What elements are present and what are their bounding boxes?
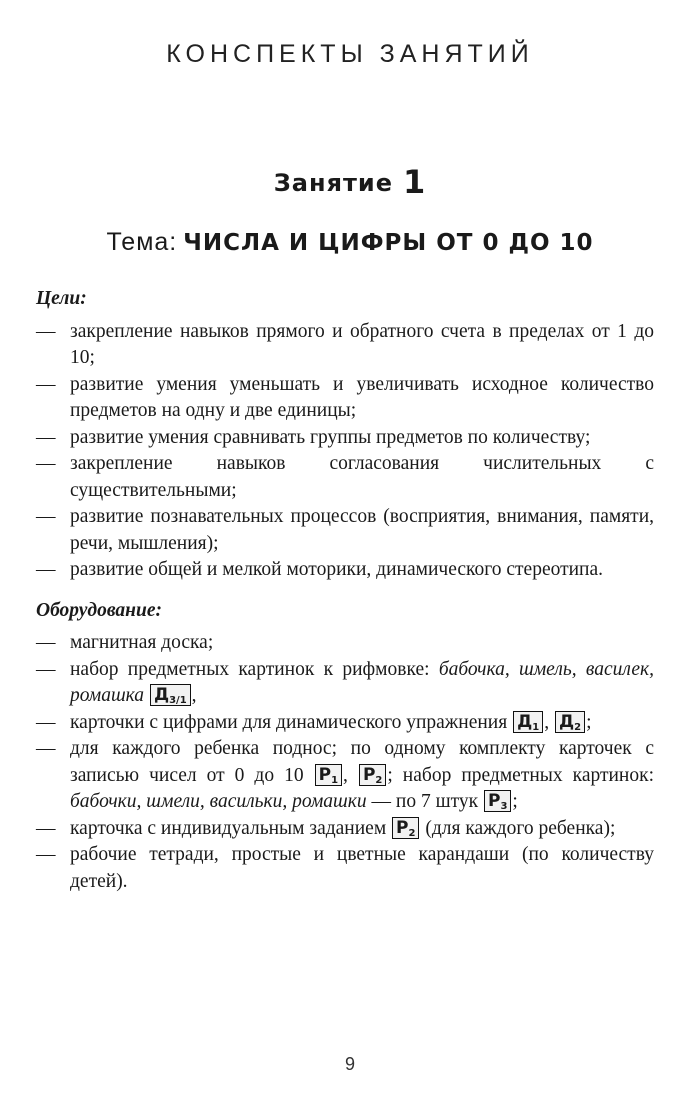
lesson-content <box>36 286 654 895</box>
goals-list <box>36 319 654 584</box>
list-item: — карточка с индивидуальным заданием $Р_2$ (для каждого ребенка); <box>36 817 616 839</box>
lesson-theme <box>0 228 700 257</box>
equipment-list <box>36 630 654 895</box>
card-tag-r-2: $Р_2$ <box>359 764 386 786</box>
list-item: — для каждого ребенка поднос; по одному комплекту карточек с записью чисел от 0 до 10 $Р_1$ , $Р_2$ ; набор предметных картинок: бабочки, шмели, васильки, ромашки — по 7 штук $Р_3$ ; <box>36 738 655 812</box>
list-item: — рабочие тетради, простые и цветные карандаши (по количеству детей). <box>36 844 654 892</box>
theme-text: ЧИСЛА И ЦИФРЫ ОТ 0 ДО 10 <box>183 230 594 256</box>
lesson-title <box>0 163 700 201</box>
page-number: 9 <box>344 1054 355 1074</box>
list-item: — развитие умения сравнивать группы предметов по количеству; <box>36 426 591 448</box>
card-tag-d-2: $Д_2$ <box>555 711 585 733</box>
list-item: — закрепление навыков согласования числительных с существительными; <box>36 453 654 501</box>
running-head: КОНСПЕКТЫ ЗАНЯТИЙ <box>166 40 534 68</box>
lesson-number: 1 <box>402 163 427 201</box>
equipment-heading: Оборудование: <box>36 599 162 621</box>
list-item: — карточки с цифрами для динамического упражнения $Д_1$ , $Д_2$ ; <box>36 711 592 733</box>
card-tag-r-2: $Р_2$ <box>392 817 419 839</box>
card-tag-r-3: $Р_3$ <box>484 790 511 812</box>
list-item: — набор предметных картинок к рифмовке: бабочка, шмель, василек, ромашка $Д_{3/1}$ , <box>36 658 654 706</box>
theme-label: Тема: <box>106 228 178 256</box>
card-tag-d-3-1: $Д_{3/1}$ <box>150 684 191 706</box>
goals-heading: Цели: <box>36 288 87 309</box>
card-tag-d-1: $Д_1$ <box>513 711 543 733</box>
card-tag-r-1: $Р_1$ <box>315 764 342 786</box>
list-item: — развитие умения уменьшать и увеличивать исходное количество предметов на одну и две единицы; <box>36 373 654 421</box>
list-item: — закрепление навыков прямого и обратного счета в пределах от 1 до 10; <box>36 320 654 368</box>
lesson-label: Занятие <box>273 169 393 197</box>
list-item: — магнитная доска; <box>36 632 214 653</box>
list-item: — развитие познавательных процессов (восприятия, внимания, памяти, речи, мышления); <box>36 506 654 554</box>
list-item: — развитие общей и мелкой моторики, динамического стереотипа. <box>36 559 604 580</box>
